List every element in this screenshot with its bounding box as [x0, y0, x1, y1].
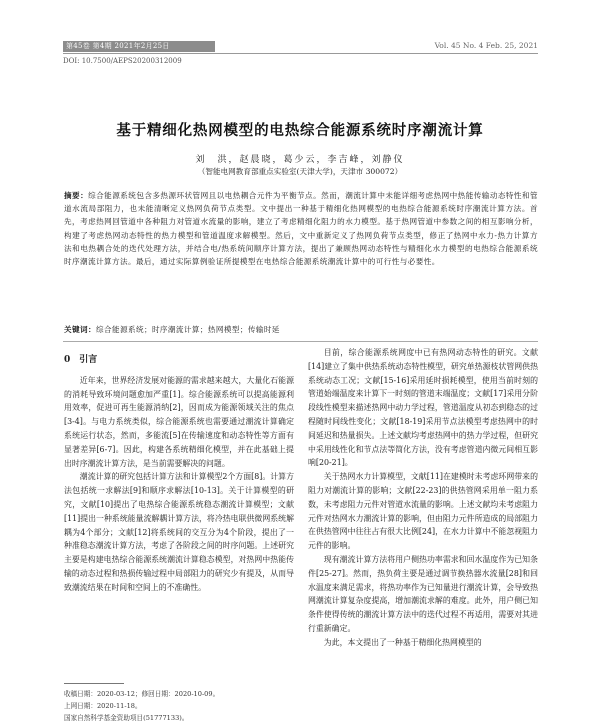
abstract-separator [63, 341, 538, 342]
paragraph: 关于热网水力计算模型，文献[11]在建模时未考虑环网带来的阻力对潮流计算的影响；文献[22-23]的供热管网采用单一阻力系数，未考虑阻力元件对管道水流量的影响。上述文献均未考虑阻力元件对热网水力潮流计算的影响，但由阻力元件所造成的局部阻力在供热管网中往往占有很大比例[24]，在水力计算中不能忽视阻力元件的影响。 [308, 472, 538, 551]
paragraph: 为此，本文提出了一种基于精细化热网模型的 [323, 637, 482, 647]
footnote-online: 上网日期：2020-11-18。 [64, 702, 142, 710]
affiliation: （智能电网教育部重点实验室(天津大学)，天津市 300072） [197, 167, 403, 176]
journal-issue-bar: 第45卷 第4期 2021年2月25日 [63, 41, 215, 52]
paragraph: 现有潮流计算方法将用户侧热功率需求和回水温度作为已知条件[25-27]。然而，热负荷主要是通过调节换热器水流量[28]和回水温度来满足需求，将热功率作为已知量进行潮流计算，会导致热网潮流计算复杂度提高，增加潮流求解的难度。此外，用户侧已知条件使得传统的潮流计算方法中的迭代过程不再适用，需要对其进行重新确定。 [308, 554, 538, 633]
footnote-rule [64, 683, 124, 684]
right-column [308, 346, 538, 650]
footnotes [64, 688, 294, 724]
keywords-text: 综合能源系统；时序潮流计算；热网模型；传输时延 [95, 325, 280, 334]
author-list: 刘 洪，赵晨晓，葛少云，李吉峰，刘静仪 [195, 155, 405, 165]
footnote-funding: 国家自然科学基金资助项目(51777133)。 [64, 714, 189, 722]
keywords [64, 324, 538, 335]
footnote-received: 收稿日期：2020-03-12；修回日期：2020-10-09。 [64, 690, 220, 698]
doi: DOI: 10.7500/AEPS20200312009 [63, 57, 182, 65]
abstract-label: 摘要： [64, 191, 89, 200]
section-heading: 0 引言 [64, 355, 98, 365]
abstract-text: 综合能源系统包含多热源环状管网且以电热耦合元件为平衡节点。然而，潮流计算中未能详细考虑热网中热能传输动态特性和管道水流局部阻力，也未能清晰定义热网负荷节点类型。文中提出一种基于精细化热网模型的电热综合能源系统时序潮流计算方法。首先，考虑热网回管道中各种阻力对管道水流量的影响，建立了考虑精细化阻力的水力模型。基于热网管道中参数之间的相互影响分析，构建了考虑热网动态特性的热力模型和管道温度求解模型。然后，文中重新定义了热网负荷节点类型，修正了热网中水力-热力计算方法和电热耦合处的迭代处理方法，并结合电/热系统间顺序计算方法，提出了兼顾热网动态特性与精细化水力模型的电热综合能源系统时序潮流计算方法。最后，通过实际算例验证所提模型在电热综合能源系统潮流计算中的可行性与必要性。 [64, 191, 538, 267]
paragraph: 近年来，世界经济发展对能源的需求越来越大，大量化石能源的消耗导致环境问题愈加严重[1]。综合能源系统可以提高能源利用效率，促进可再生能源消纳[2]，因而成为能源领域关注的焦点[3-4]。与电力系统类似，综合能源系统也需要通过潮流计算确定系统运行状态，然而，多能流[5]在传输速度和动态特性等方面有显著差异[6-7]。因此，构建各系统精细化模型，并在此基础上提出时序潮流计算方法，是当前需要解决的问题。 [64, 375, 294, 468]
left-column [64, 354, 294, 595]
paper-title: 基于精细化热网模型的电热综合能源系统时序潮流计算 [116, 122, 484, 139]
journal-issue-english: Vol. 45 No. 4 Feb. 25, 2021 [434, 41, 538, 50]
paragraph: 目前，综合能源系统网度中已有热网动态特性的研究。文献[14]建立了集中供热系统动态特性模型，研究单热源枝状管网供热系统动态工况；文献[15-16]采用延时损耗模型，使用当前时刻的管道始端温度来计算下一时刻的管道末端温度；文献[17]采用分阶段线性模型来描述热网中动力学过程，管道温度从初态到稳态的过程随时间线性变化；文献[18-19]采用节点法模型考虑热网中的时间延迟和热量损失。上述文献均考虑热网中的热力学过程，但研究中采用线性化和节点法等简化方法，没有考虑管道内微元间相互影响[20-21]。 [308, 348, 538, 468]
keywords-label: 关键词： [64, 325, 96, 334]
page-header [0, 0, 600, 66]
header-rule [63, 53, 538, 54]
paragraph: 潮流计算的研究包括计算方法和计算模型2个方面[8]。计算方法包括统一求解法[9]和顺序求解法[10-13]。关于计算模型的研究，文献[10]提出了电热综合能源系统稳态潮流计算模型；文献[11]提出一种系统能量流解耦计算方法，将冷热电联供微网系统解耦为4个部分；文献[12]将系统间的交互分为4个阶段，提出了一种准稳态潮流计算方法，考虑了各阶段之间的时序问题。上述研究主要是构建电热综合能源系统潮流计算稳态模型，对热网中热能传输的动态过程和热损传输过程中局部阻力的研究少有提及，从而导致潮流结果在时间和空间上的不准确性。 [64, 472, 294, 592]
abstract [64, 189, 538, 268]
